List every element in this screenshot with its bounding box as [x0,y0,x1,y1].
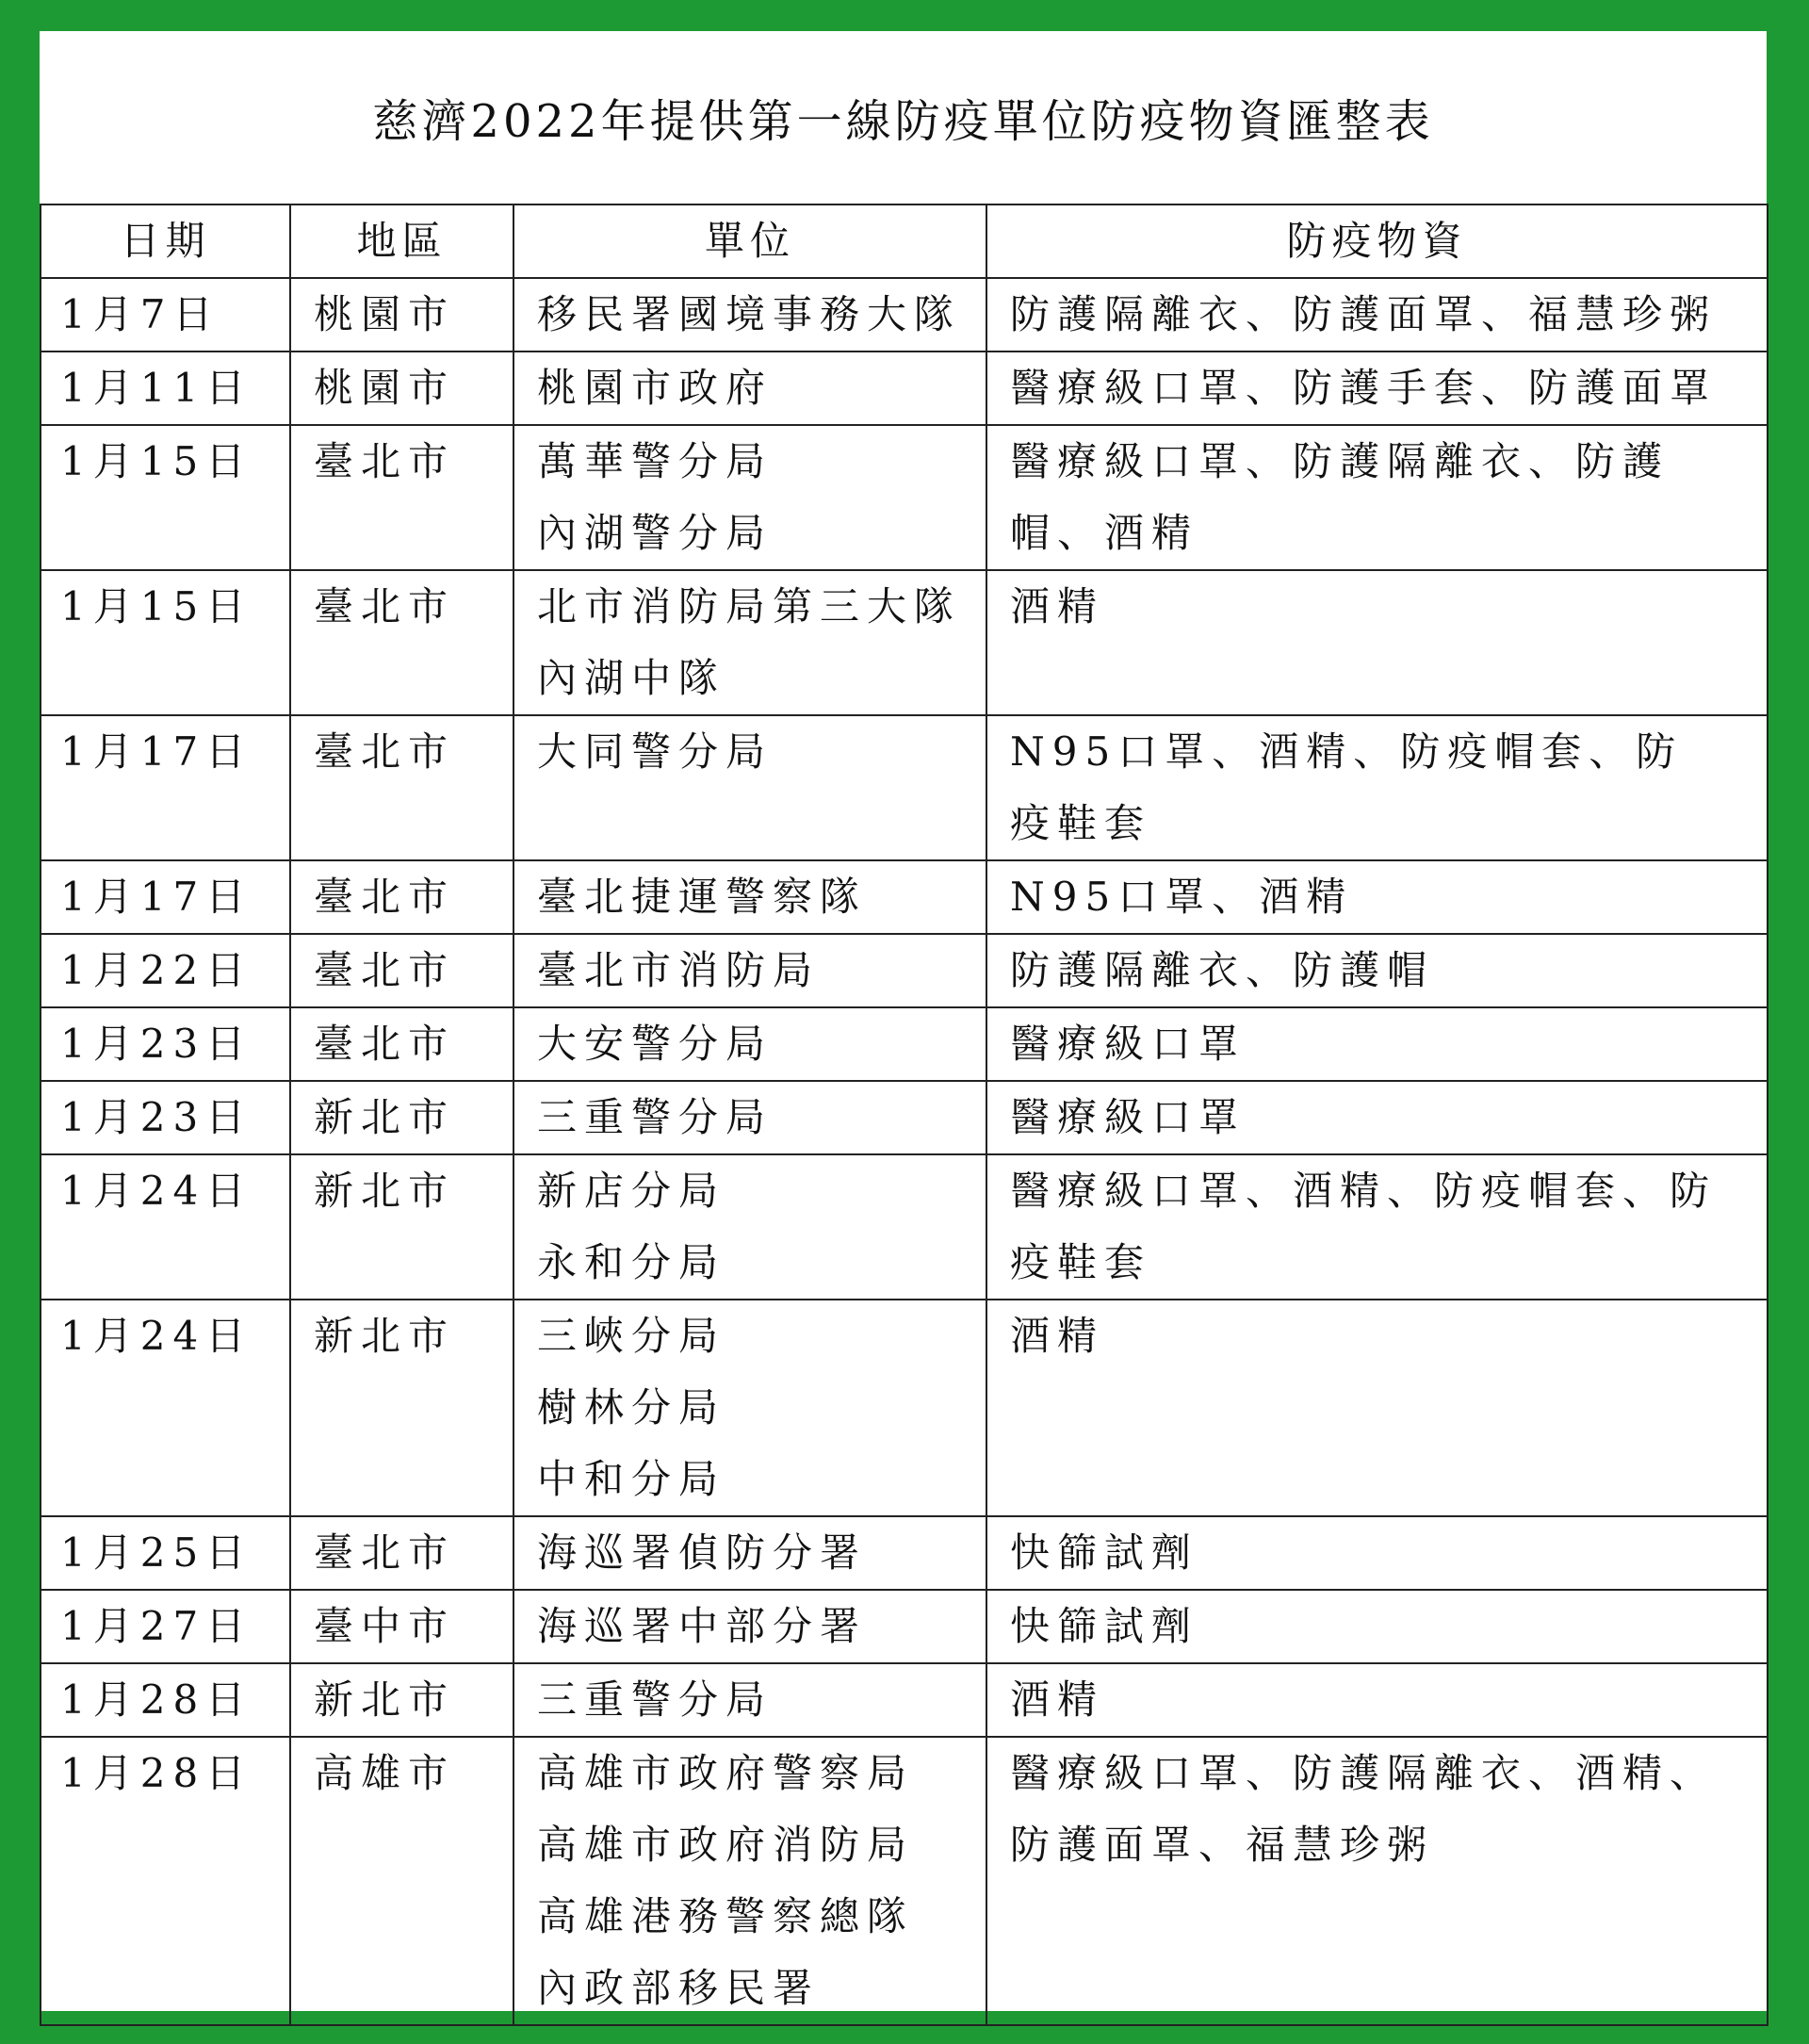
unit-name: 移民署國境事務大隊 [537,291,962,337]
cell-date: 1月23日 [41,1007,290,1081]
cell-region: 新北市 [290,1081,513,1154]
cell-supplies: 醫療級口罩、防護隔離衣、酒精、防護面罩、福慧珍粥 [986,1737,1768,2025]
cell-supplies: N95口罩、酒精 [986,860,1768,934]
table-row [41,1590,1768,1663]
cell-date: 1月28日 [41,1663,290,1737]
cell-date: 1月24日 [41,1154,290,1300]
table-row [41,860,1768,934]
cell-region: 臺中市 [290,1590,513,1663]
cell-unit [513,1007,986,1081]
cell-supplies: 醫療級口罩、酒精、防疫帽套、防疫鞋套 [986,1154,1768,1300]
unit-name: 臺北捷運警察隊 [537,874,868,920]
table-row [41,1081,1768,1154]
cell-date: 1月7日 [41,278,290,352]
cell-date: 1月27日 [41,1590,290,1663]
unit-name: 新店分局 [537,1168,726,1214]
unit-name: 萬華警分局 [537,438,774,484]
unit-name: 高雄市政府警察局 [537,1750,915,1796]
cell-region: 臺北市 [290,1007,513,1081]
table-row [41,715,1768,860]
cell-date: 1月17日 [41,860,290,934]
cell-region: 臺北市 [290,860,513,934]
cell-unit [513,570,986,715]
cell-region: 新北市 [290,1663,513,1737]
unit-name: 海巡署偵防分署 [537,1529,868,1576]
cell-supplies: 酒精 [986,570,1768,715]
cell-region: 臺北市 [290,934,513,1007]
cell-unit [513,1300,986,1516]
cell-region: 臺北市 [290,570,513,715]
cell-region: 臺北市 [290,1516,513,1590]
table-row [41,1154,1768,1300]
header-region: 地區 [290,204,513,278]
cell-supplies: 醫療級口罩、防護手套、防護面罩 [986,352,1768,425]
unit-name: 北市消防局第三大隊 [537,583,962,630]
cell-date: 1月25日 [41,1516,290,1590]
unit-name: 內湖警分局 [537,510,774,556]
header-unit: 單位 [513,204,986,278]
document-sheet [40,31,1767,2011]
unit-name: 高雄市政府消防局 [537,1822,915,1868]
table-row [41,425,1768,570]
cell-supplies: 快篩試劑 [986,1516,1768,1590]
cell-unit [513,1154,986,1300]
unit-name: 永和分局 [537,1239,726,1285]
unit-name: 臺北市消防局 [537,947,821,993]
document-title: 慈濟2022年提供第一線防疫單位防疫物資匯整表 [372,95,1434,148]
table-row [41,570,1768,715]
cell-date: 1月23日 [41,1081,290,1154]
cell-unit [513,1737,986,2025]
unit-name: 樹林分局 [537,1384,726,1431]
cell-date: 1月15日 [41,425,290,570]
unit-name: 三重警分局 [537,1676,774,1723]
table-header-row [41,204,1768,278]
table-row [41,934,1768,1007]
table-row [41,1516,1768,1590]
table-row [41,1737,1768,2025]
unit-name: 高雄港務警察總隊 [537,1893,915,1939]
cell-supplies: 醫療級口罩 [986,1007,1768,1081]
cell-unit [513,860,986,934]
cell-region: 臺北市 [290,715,513,860]
cell-region: 桃園市 [290,278,513,352]
cell-region: 桃園市 [290,352,513,425]
unit-name: 桃園市政府 [537,365,774,411]
cell-region: 臺北市 [290,425,513,570]
cell-supplies: 酒精 [986,1663,1768,1737]
unit-name: 大安警分局 [537,1021,774,1067]
cell-region: 新北市 [290,1300,513,1516]
supplies-table [40,204,1768,2026]
unit-name: 內政部移民署 [537,1965,821,2011]
cell-region: 新北市 [290,1154,513,1300]
table-row [41,352,1768,425]
table-row [41,1300,1768,1516]
table-body [41,278,1768,2025]
cell-unit [513,425,986,570]
cell-unit [513,1081,986,1154]
cell-unit [513,1663,986,1737]
unit-name: 海巡署中部分署 [537,1603,868,1649]
cell-supplies: 快篩試劑 [986,1590,1768,1663]
unit-name: 三重警分局 [537,1094,774,1140]
cell-supplies: 酒精 [986,1300,1768,1516]
table-row [41,1663,1768,1737]
cell-unit [513,934,986,1007]
unit-name: 內湖中隊 [537,655,726,701]
unit-name: 大同警分局 [537,728,774,775]
cell-date: 1月11日 [41,352,290,425]
cell-unit [513,1516,986,1590]
unit-name: 中和分局 [537,1456,726,1502]
cell-date: 1月24日 [41,1300,290,1516]
cell-unit [513,715,986,860]
table-row [41,1007,1768,1081]
cell-region: 高雄市 [290,1737,513,2025]
header-supplies: 防疫物資 [986,204,1768,278]
unit-name: 三峽分局 [537,1313,726,1359]
cell-unit [513,1590,986,1663]
cell-unit [513,352,986,425]
cell-date: 1月22日 [41,934,290,1007]
cell-date: 1月28日 [41,1737,290,2025]
cell-supplies: 醫療級口罩、防護隔離衣、防護帽、酒精 [986,425,1768,570]
cell-supplies: 醫療級口罩 [986,1081,1768,1154]
cell-unit [513,278,986,352]
header-date: 日期 [41,204,290,278]
cell-date: 1月15日 [41,570,290,715]
cell-date: 1月17日 [41,715,290,860]
cell-supplies: 防護隔離衣、防護帽 [986,934,1768,1007]
table-row [41,278,1768,352]
cell-supplies: N95口罩、酒精、防疫帽套、防疫鞋套 [986,715,1768,860]
cell-supplies: 防護隔離衣、防護面罩、福慧珍粥 [986,278,1768,352]
